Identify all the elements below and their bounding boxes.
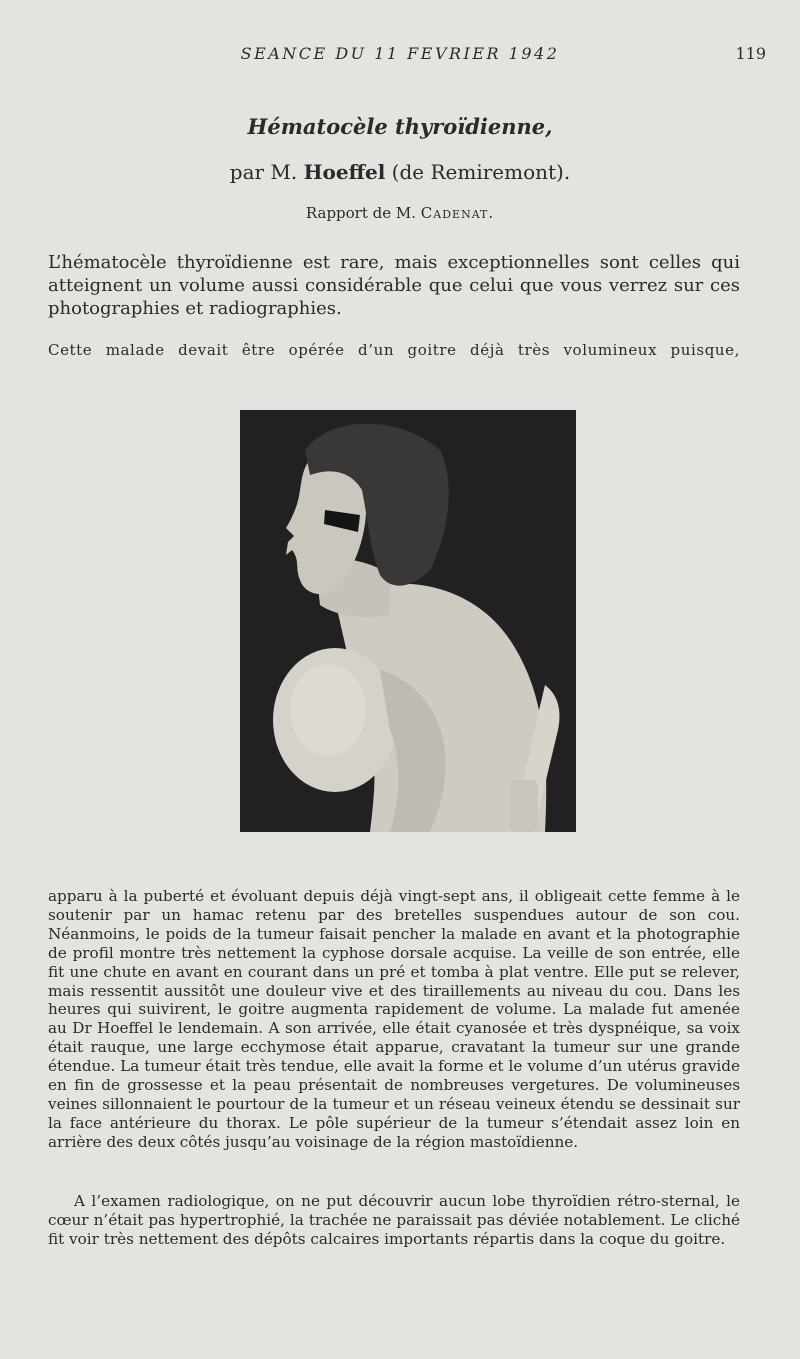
article-title: Hématocèle thyroïdienne, <box>247 114 553 139</box>
running-title: SEANCE DU 11 FEVRIER 1942 <box>240 44 560 63</box>
chair-leg <box>510 780 538 832</box>
author-name: Hoeffel <box>303 160 386 184</box>
byline-suffix: (de Remiremont). <box>391 160 571 184</box>
report-prefix: Rapport de M. <box>305 204 417 222</box>
paragraph-case-history: apparu à la puberté et évoluant depuis déjà vingt-sept ans, il obligeait cette femme à le soutenir par un hamac retenu par des bretelles suspendues autour de son cou. Néanmoins, le poids de la tumeur faisait pencher la malade en avant et la photographie de profil montre très nettement la cyphose dorsale acquise. La veille de son entrée, elle fit une chute en avant en courant dans un pré et tomba à plat ventre. Elle put se relever, mais ressentit aussitôt une douleur vive et des tiraillements au niveau du cou. Dans les heures qui suivirent, le goitre augmenta rapidement de volume. La malade fut amenée au Dr Hoeffel le lendemain. A son arrivée, elle était cyanosée et très dyspnéique, sa voix était rauque, une large ecchymose était apparue, cravatant la tumeur sur une grande étendue. La tumeur était très tendue, elle avait la forme et le volume d’un utérus gravide en fin de grossesse et la peau présentait de nombreuses vergetures. De volumineuses veines sillonnaient le pourtour de la tumeur et un réseau veineux étendu se dessinait sur la face antérieure du thorax. Le pôle supérieur de la tumeur s’étendait assez loin en arrière des deux côtés jusqu’au voisinage de la région mastoïdienne. <box>48 887 740 1151</box>
reporter-name: Cadenat. <box>420 204 495 222</box>
patient-photo-svg <box>240 410 576 832</box>
byline-prefix: par M. <box>229 160 298 184</box>
byline <box>0 160 800 184</box>
goitre-highlight <box>290 664 366 756</box>
paragraph-radiology: A l’examen radiologique, on ne put découvrir aucun lobe thyroïdien rétro-sternal, le cœur n’était pas hypertrophié, la trachée ne paraissait pas déviée notablement. Le cliché fit voir très nettement des dépôts calcaires importants répartis dans la coque du goitre. <box>48 1192 740 1248</box>
running-header <box>0 44 800 68</box>
paragraph-intro: L’hématocèle thyroïdienne est rare, mais exceptionnelles sont celles qui atteignent un volume aussi considérable que celui que vous verrez sur ces photographies et radiographies. <box>48 252 740 319</box>
paragraph-case-start: Cette malade devait être opérée d’un goitre déjà très volumineux puisque, <box>48 341 740 359</box>
page-number: 119 <box>735 44 766 63</box>
report-line <box>0 204 800 222</box>
patient-photograph <box>240 410 576 832</box>
